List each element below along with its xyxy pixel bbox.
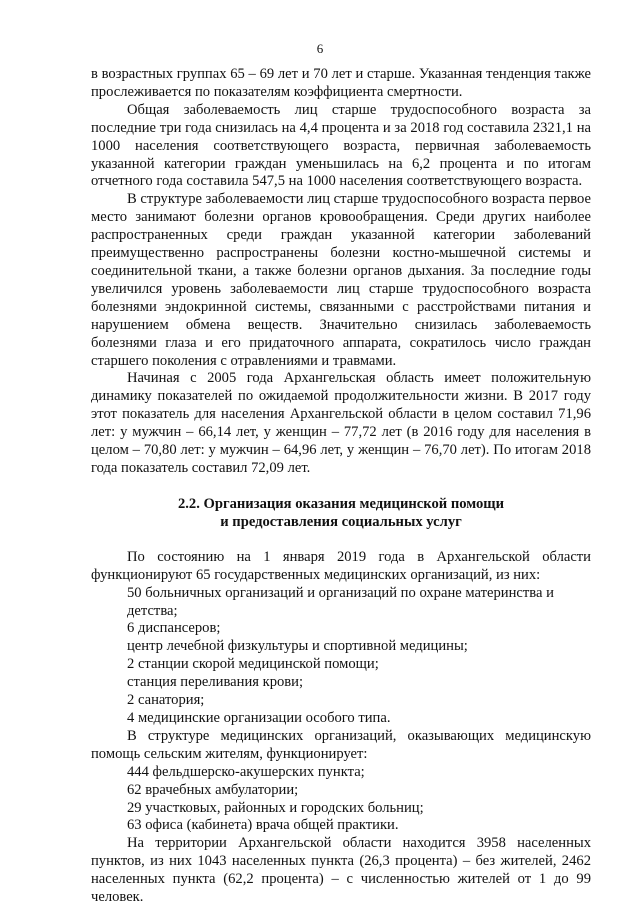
- paragraph-life-expectancy: Начиная с 2005 года Архангельская область имеет положительную динамику показателей по ожидаемой продолжительности жизни. В 2017 году этот показатель для населения Архангельской области в целом составил 71,96 лет: у мужчин – 66,14 лет, у женщин – 77,72 лет (в 2016 году для населения в целом – 70,80 лет: у мужчин – 64,96 лет, у женщин – 76,70 лет). По итогам 2018 года показатель составил 72,09 лет.: [91, 370, 591, 476]
- rural-facilities-list: [91, 764, 591, 836]
- list-item: 444 фельдшерско-акушерских пункта;: [127, 763, 365, 780]
- paragraph-general-morbidity: Общая заболеваемость лиц старше трудоспособного возраста за последние три года снизилась на 4,4 процента и за 2018 год составила 2321,1 на 1000 населения соответствующего возраста, первичная заболеваемость указанной категории граждан уменьшилась на 6,2 процента и по итогам отчетного года составила 547,5 на 1000 населения соответствующего возраста.: [91, 101, 591, 190]
- list-item: 50 больничных организаций и организаций по охране материнства и детства;: [127, 584, 554, 619]
- section-heading-line-1: 2.2. Организация оказания медицинской помощи: [177, 495, 505, 512]
- list-item: станция переливания крови;: [127, 674, 304, 691]
- paragraph-organizations-intro: По состоянию на 1 января 2019 года в Архангельской области функционируют 65 государственных медицинских организаций, из них:: [91, 548, 591, 583]
- document-body: [91, 66, 591, 907]
- page-number: 6: [316, 41, 324, 56]
- list-item: 6 диспансеров;: [127, 620, 221, 637]
- list-item: 4 медицинские организации особого типа.: [127, 710, 391, 726]
- list-item: 2 санатория;: [127, 692, 205, 709]
- paragraph-settlements: На территории Архангельской области находится 3958 населенных пунктов, из них 1043 населенных пункта (26,3 процента) – без жителей, 2462 населенных пункта (62,2 процента) – с численностью жителей от 1 до 99 человек.: [91, 835, 591, 906]
- list-item: 29 участковых, районных и городских больниц;: [127, 799, 424, 816]
- section-heading: [91, 495, 591, 531]
- section-heading-line-2: и предоставления социальных услуг: [220, 513, 462, 530]
- paragraph-morbidity-structure: В структуре заболеваемости лиц старше трудоспособного возраста первое место занимают болезни органов кровообращения. Среди других наиболее распространенных среди граждан указанной категории заболеваний преимущественно распространены болезни костно-мышечной системы и соединительной ткани, а также болезни органов дыхания. За последние годы увеличился уровень заболеваемости лиц старше трудоспособного возраста болезнями эндокринной системы, связанными с расстройствами питания и нарушением обмена веществ. Значительно снизилась заболеваемость болезнями глаза и его придаточного аппарата, сократилось число граждан старшего поколения с отравлениями и травмами.: [91, 191, 591, 369]
- list-item: центр лечебной физкультуры и спортивной медицины;: [127, 638, 468, 655]
- organizations-list: [91, 585, 591, 728]
- paragraph-mortality-trend: в возрастных группах 65 – 69 лет и 70 лет и старше. Указанная тенденция также прослеживается по показателям коэффициента смертности.: [91, 66, 591, 100]
- list-item: 2 станции скорой медицинской помощи;: [127, 656, 379, 673]
- list-item: 62 врачебных амбулатории;: [127, 781, 299, 798]
- list-item: 63 офиса (кабинета) врача общей практики.: [127, 817, 399, 834]
- paragraph-rural-intro: В структуре медицинских организаций, оказывающих медицинскую помощь сельским жителям, функционирует:: [91, 727, 591, 762]
